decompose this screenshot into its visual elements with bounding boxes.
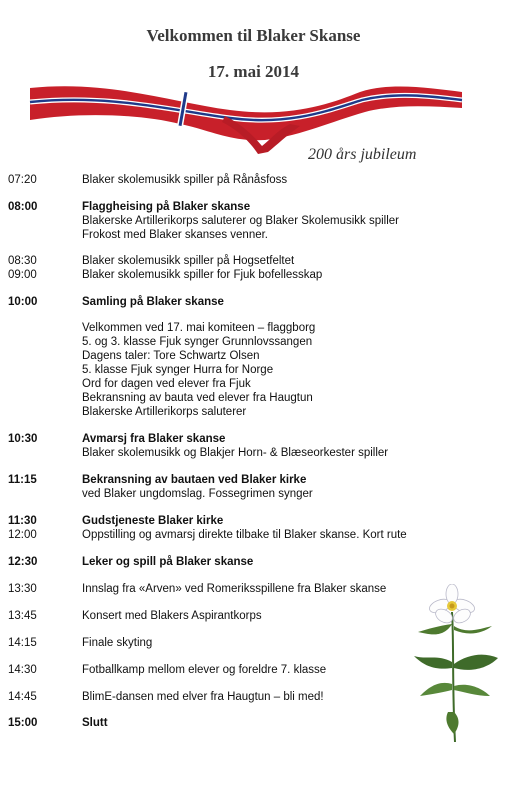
schedule-row <box>8 636 448 650</box>
schedule-description <box>82 555 448 569</box>
schedule-description <box>82 268 448 282</box>
schedule-row <box>8 473 448 501</box>
schedule-event-line: Blaker skolemusikk spiller for Fjuk bofellesskap <box>82 269 323 281</box>
schedule-description <box>82 609 448 623</box>
schedule-event-line: Blakerske Artillerikorps saluterer <box>82 406 247 418</box>
schedule-event-line: Ord for dagen ved elever fra Fjuk <box>82 378 251 390</box>
schedule-time: 13:45 <box>8 610 37 622</box>
schedule-event-line: Blaker skolemusikk og Blakjer Horn- & Blæseorkester spiller <box>82 447 389 459</box>
schedule-event-line: Dagens taler: Tore Schwartz Olsen <box>82 350 260 362</box>
schedule-description <box>82 636 448 650</box>
schedule-description <box>82 514 448 528</box>
schedule-time: 07:20 <box>8 174 37 186</box>
schedule-time: 10:30 <box>8 433 38 445</box>
schedule-time: 10:00 <box>8 296 38 308</box>
schedule-event-title: Slutt <box>82 717 108 729</box>
schedule-event-line: 5. og 3. klasse Fjuk synger Grunnlovssangen <box>82 336 313 348</box>
schedule-time: 12:30 <box>8 556 38 568</box>
schedule-row <box>8 609 448 623</box>
page-title: Velkommen til Blaker Skanse <box>146 26 361 45</box>
anemone-flower-image <box>408 584 504 744</box>
schedule-event-line: Frokost med Blaker skanses venner. <box>82 229 268 241</box>
schedule-row <box>8 254 448 268</box>
schedule-time: 13:30 <box>8 583 37 595</box>
schedule-time <box>8 321 82 419</box>
schedule-row <box>8 514 448 528</box>
schedule-time: 08:30 <box>8 255 37 267</box>
schedule-row <box>8 528 448 542</box>
schedule-description <box>82 582 448 596</box>
schedule-row <box>8 200 448 242</box>
schedule-event-line: Blaker skolemusikk spiller på Rånåsfoss <box>82 174 288 186</box>
schedule-row <box>8 690 448 704</box>
schedule-event-line: Blaker skolemusikk spiller på Hogsetfeltet <box>82 255 295 267</box>
schedule-description <box>82 528 448 542</box>
schedule-event-title: Samling på Blaker skanse <box>82 296 224 308</box>
schedule-event-line: Oppstilling og avmarsj direkte tilbake til Blaker skanse. Kort rute <box>82 529 407 541</box>
schedule-event-title: Bekransning av bautaen ved Blaker kirke <box>82 474 307 486</box>
jubilee-caption: 200 års jubileum <box>308 146 417 163</box>
schedule-description <box>82 321 448 419</box>
schedule-row <box>8 432 448 460</box>
schedule-event-line: ved Blaker ungdomslag. Fossegrimen synger <box>82 488 313 500</box>
schedule-event-title: Leker og spill på Blaker skanse <box>82 556 254 568</box>
schedule-event-line: Konsert med Blakers Aspirantkorps <box>82 610 262 622</box>
schedule-event-line: Velkommen ved 17. mai komiteen – flaggborg <box>82 322 316 334</box>
schedule-description <box>82 254 448 268</box>
schedule-event-title: Gudstjeneste Blaker kirke <box>82 515 224 527</box>
schedule-description <box>82 663 448 677</box>
schedule-time: 14:15 <box>8 637 37 649</box>
schedule-row <box>8 321 448 419</box>
schedule-row <box>8 295 448 309</box>
schedule-time: 11:30 <box>8 515 37 527</box>
schedule-description <box>82 200 448 242</box>
schedule-time: 14:30 <box>8 664 37 676</box>
schedule-row <box>8 268 448 282</box>
schedule-time: 08:00 <box>8 201 38 213</box>
schedule-time: 15:00 <box>8 717 38 729</box>
event-date: 17. mai 2014 <box>207 62 300 81</box>
schedule-event-line: Bekransning av bauta ved elever fra Haugtun <box>82 392 313 404</box>
schedule-row <box>8 582 448 596</box>
schedule-description <box>82 432 448 460</box>
schedule-time: 14:45 <box>8 691 37 703</box>
schedule-event-title: Flaggheising på Blaker skanse <box>82 201 251 213</box>
schedule-description <box>82 173 448 187</box>
schedule-event-line: Innslag fra «Arven» ved Romeriksspillene fra Blaker skanse <box>82 583 387 595</box>
schedule-description <box>82 690 448 704</box>
schedule-event-line: Finale skyting <box>82 637 153 649</box>
schedule-description <box>82 473 448 501</box>
schedule-row <box>8 716 448 730</box>
schedule-time: 12:00 <box>8 529 37 541</box>
schedule-row <box>8 173 448 187</box>
schedule-event-line: Blakerske Artillerikorps saluterer og Blaker Skolemusikk spiller <box>82 215 400 227</box>
schedule-event-line: 5. klasse Fjuk synger Hurra for Norge <box>82 364 274 376</box>
schedule-row <box>8 555 448 569</box>
schedule-time: 11:15 <box>8 474 37 486</box>
norwegian-flag-ribbon-image <box>0 80 507 175</box>
schedule-description <box>82 295 448 309</box>
schedule-event-line: BlimE-dansen med elver fra Haugtun – bli med! <box>82 691 324 703</box>
schedule-event-line: Fotballkamp mellom elever og foreldre 7. klasse <box>82 664 327 676</box>
schedule-event-title: Avmarsj fra Blaker skanse <box>82 433 226 445</box>
schedule-time: 09:00 <box>8 269 37 281</box>
schedule-row <box>8 663 448 677</box>
schedule <box>8 173 448 730</box>
schedule-description <box>82 716 448 730</box>
